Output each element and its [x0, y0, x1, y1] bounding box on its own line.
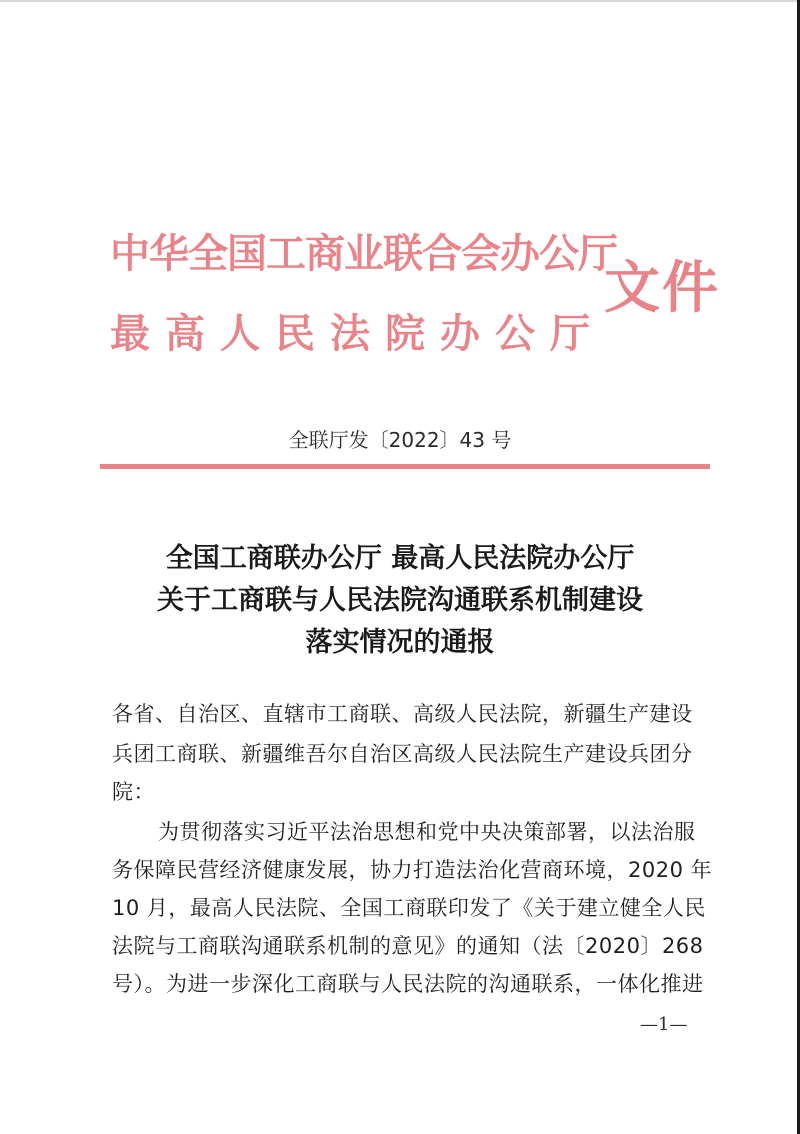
paragraph-line-1: 为贯彻落实习近平法治思想和党中央决策部署，以法治服	[158, 820, 696, 844]
document-title-line-3: 落实情况的通报	[305, 627, 495, 658]
document-title-line-2: 关于工商联与人民法院沟通联系机制建设	[157, 585, 643, 616]
paragraph-line-4: 法院与工商联沟通联系机制的意见》的通知（法〔2020〕268	[112, 934, 704, 958]
document-title-line-1: 全国工商联办公厅 最高人民法院办公厅	[165, 543, 635, 574]
paragraph-line-3: 10 月，最高人民法院、全国工商联印发了《关于建立健全人民	[112, 896, 706, 920]
document-number: 全联厅发〔2022〕43 号	[288, 428, 512, 452]
page-top-edge	[0, 0, 800, 2]
recipients-line-1: 各省、自治区、直辖市工商联、高级人民法院，新疆生产建设	[112, 702, 693, 726]
issuing-org-2: 最高人民法院办公厅	[110, 310, 605, 357]
paragraph-line-5: 号）。为进一步深化工商联与人民法院的沟通联系，一体化推进	[112, 972, 704, 996]
recipients-line-2: 兵团工商联、新疆维吾尔自治区高级人民法院生产建设兵团分	[112, 742, 693, 766]
document-type-label: 文件	[604, 255, 720, 321]
red-divider-line	[100, 464, 710, 469]
issuing-org-1: 中华全国工商业联合会办公厅	[110, 230, 617, 277]
recipients-line-3: 院：	[112, 780, 155, 804]
page-number: —1—	[640, 1014, 688, 1035]
paragraph-line-2: 务保障民营经济健康发展，协力打造法治化营商环境，2020 年	[112, 858, 713, 882]
